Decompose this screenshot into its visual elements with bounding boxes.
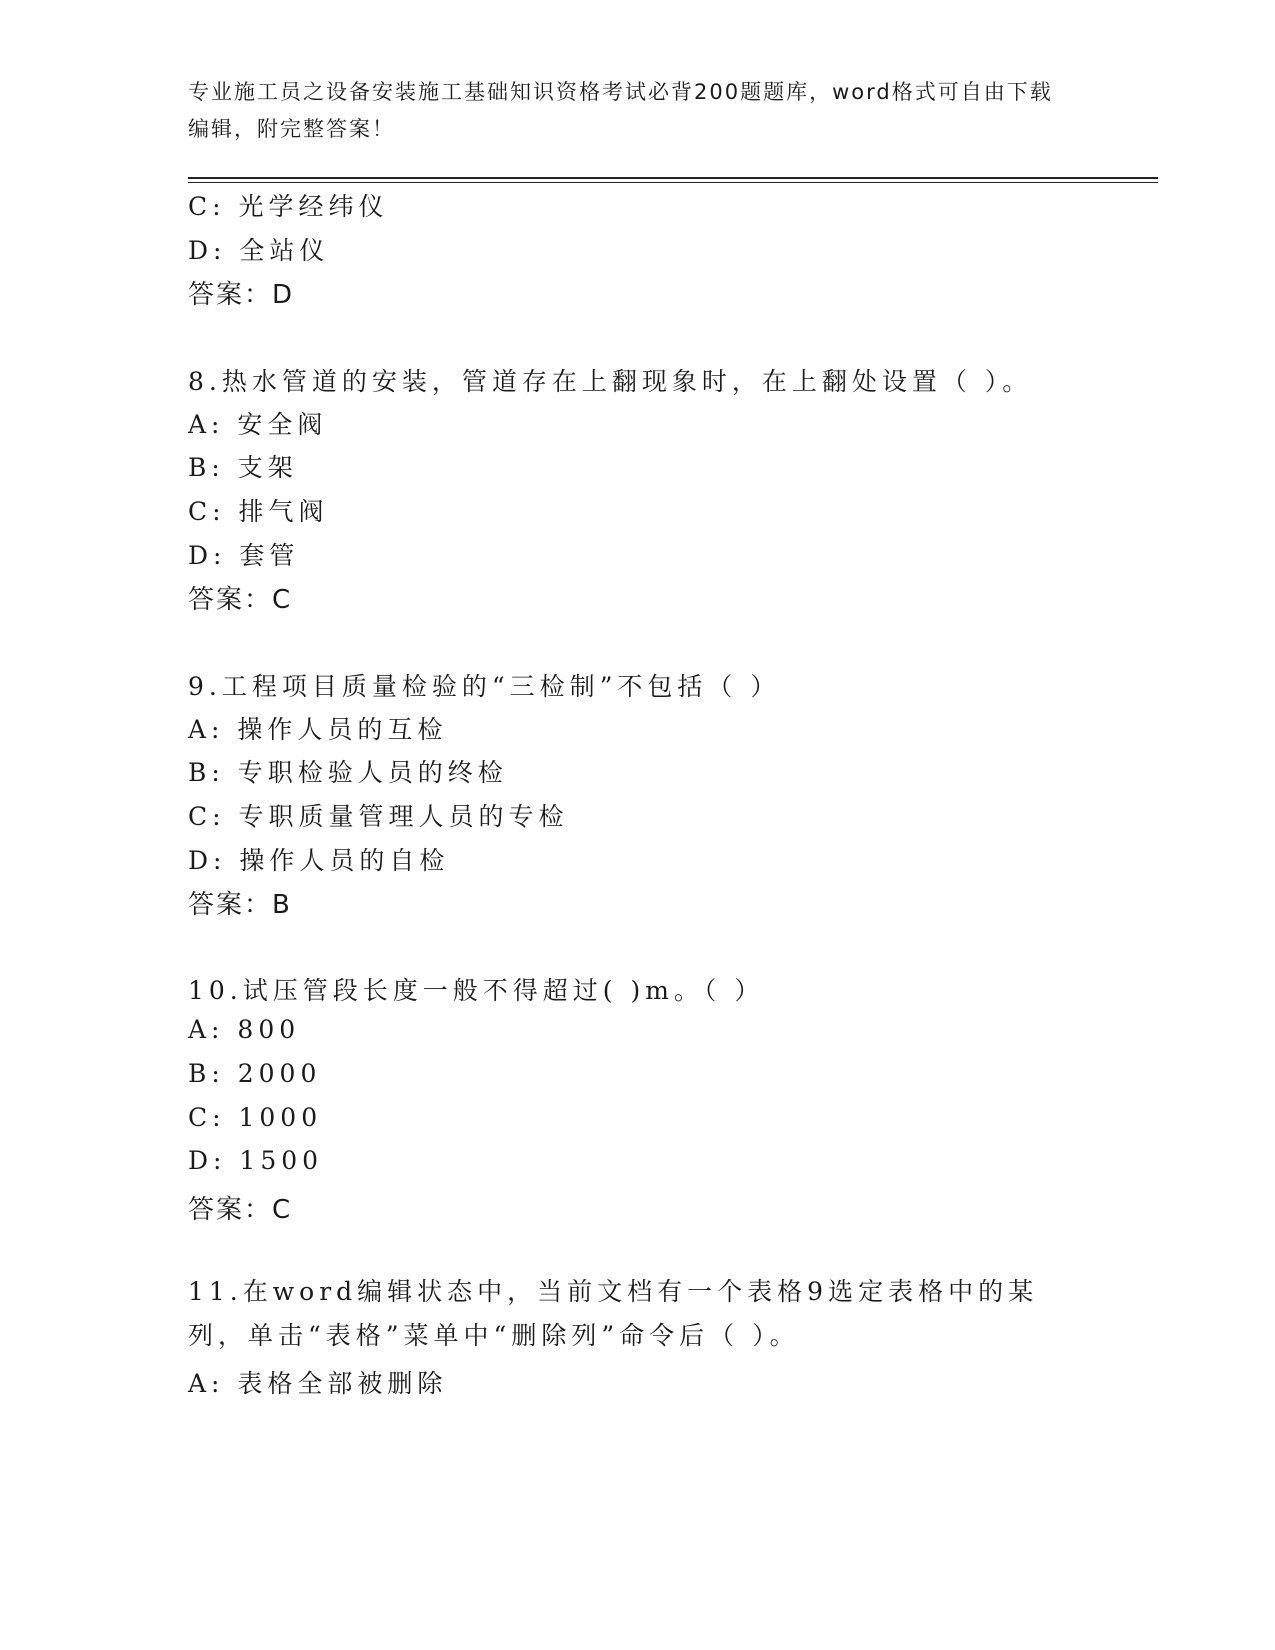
q7-answer: 答案：D: [188, 280, 295, 310]
q11-question: 11.在word编辑状态中，当前文档有一个表格9选定表格中的某列，单击“表格”菜单中“删除列”命令后（ ）。: [188, 1277, 1039, 1350]
q7-option-d: D: 全站仪: [188, 236, 330, 265]
q10-question: 10.试压管段长度一般不得超过( )m。（ ）: [188, 976, 765, 1005]
q8-option-b: B: 支架: [188, 453, 298, 482]
q9-answer: 答案：B: [188, 890, 292, 920]
q10-answer: 答案：C: [188, 1195, 293, 1225]
q10-option-b: B: 2000: [188, 1059, 322, 1088]
q8-option-d: D: 套管: [188, 541, 300, 570]
q8-answer: 答案：C: [188, 585, 293, 615]
q11-option-a: A: 表格全部被删除: [188, 1369, 448, 1398]
q9-option-a: A: 操作人员的互检: [188, 715, 448, 744]
q9-option-b: B: 专职检验人员的终检: [188, 758, 508, 787]
q7-option-c: C: 光学经纬仪: [188, 192, 389, 221]
q9-option-c: C: 专职质量管理人员的专检: [188, 802, 569, 831]
header-divider-thick: [188, 177, 1158, 179]
q10-option-d: D: 1500: [188, 1146, 324, 1175]
q8-option-a: A: 安全阀: [188, 410, 328, 439]
document-header: 专业施工员之设备安装施工基础知识资格考试必背200题题库，word格式可自由下载编辑，附完整答案！: [188, 80, 1053, 141]
q10-option-a: A: 800: [188, 1015, 301, 1044]
q10-option-c: C: 1000: [188, 1103, 323, 1132]
header-divider-thin: [188, 182, 1158, 183]
q8-option-c: C: 排气阀: [188, 497, 329, 526]
q9-option-d: D: 操作人员的自检: [188, 846, 450, 875]
q8-question: 8.热水管道的安装，管道存在上翻现象时，在上翻处设置（ ）。: [188, 367, 1033, 396]
q9-question: 9.工程项目质量检验的“三检制”不包括（ ）: [188, 672, 781, 701]
